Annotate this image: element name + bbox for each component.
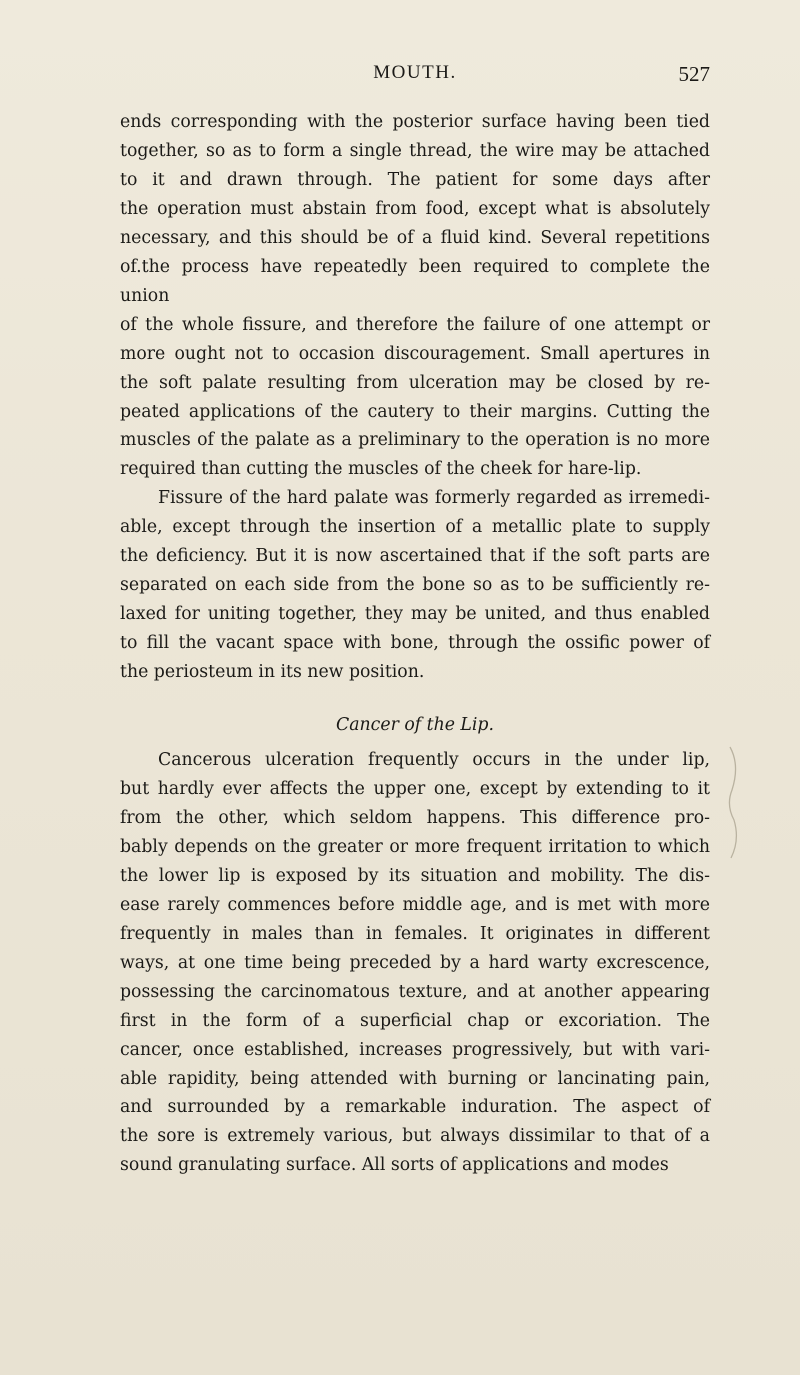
text-line: Cancerous ulceration frequently occurs in the under lip, <box>158 750 710 771</box>
text-line: laxed for uniting together, they may be united, and thus enabled <box>120 604 710 625</box>
body-text <box>120 108 710 1180</box>
text-line: possessing the carcinomatous texture, and at another appearing <box>120 981 710 1002</box>
text-line: able rapidity, being attended with burning or lancinating pain, <box>120 1068 710 1089</box>
text-line: ends corresponding with the posterior surface having been tied <box>120 112 710 132</box>
text-line: peated applications of the cautery to their margins. Cutting the <box>120 401 710 422</box>
text-line: sound granulating surface. All sorts of applications and modes <box>120 1155 669 1176</box>
paragraph-hard-palate <box>120 484 710 687</box>
text-line: Fissure of the hard palate was formerly regarded as irremedi- <box>158 488 710 509</box>
text-line: to fill the vacant space with bone, through the ossific power of <box>120 633 710 654</box>
text-line: muscles of the palate as a preliminary to the operation is no more <box>120 430 710 451</box>
margin-bracket-mark <box>728 745 742 860</box>
section-heading: Cancer of the Lip. <box>336 715 494 736</box>
text-line: able, except through the insertion of a metallic plate to supply <box>120 517 710 538</box>
page-number: 527 <box>678 62 710 86</box>
text-line: ease rarely commences before middle age, and is met with more <box>120 894 710 915</box>
text-line: required than cutting the muscles of the cheek for hare-lip. <box>120 459 642 480</box>
text-line: of.the process have repeatedly been required to complete the union <box>120 256 710 306</box>
text-line: the periosteum in its new position. <box>120 662 425 683</box>
running-head <box>120 62 710 88</box>
text-line: the lower lip is exposed by its situation and mobility. The dis- <box>120 865 710 886</box>
text-line: but hardly ever affects the upper one, except by extending to it <box>120 778 710 799</box>
running-title: MOUTH. <box>373 62 457 83</box>
text-line: the soft palate resulting from ulceration may be closed by re- <box>120 372 710 393</box>
text-line: bably depends on the greater or more frequent irritation to which <box>120 836 710 857</box>
text-line: the deficiency. But it is now ascertained that if the soft parts are <box>120 546 710 567</box>
text-line: more ought not to occasion discouragement. Small apertures in <box>120 343 710 364</box>
paragraph-cancer-of-lip <box>120 746 710 1180</box>
text-line: and surrounded by a remarkable induration. The aspect of <box>120 1097 710 1118</box>
text-line: cancer, once established, increases progressively, but with vari- <box>120 1039 710 1060</box>
text-line: first in the form of a superficial chap or excoriation. The <box>120 1010 710 1031</box>
text-line: the sore is extremely various, but always dissimilar to that of a <box>120 1126 710 1147</box>
text-line: ways, at one time being preceded by a hard warty excrescence, <box>120 952 710 973</box>
text-line: from the other, which seldom happens. This difference pro- <box>120 807 710 828</box>
text-line: frequently in males than in females. It originates in different <box>120 923 710 944</box>
text-line: to it and drawn through. The patient for some days after <box>120 169 710 190</box>
paragraph-continued <box>120 108 710 484</box>
text-line: necessary, and this should be of a fluid kind. Several repetitions <box>120 227 710 248</box>
text-line: the operation must abstain from food, except what is absolutely <box>120 198 710 219</box>
text-line: separated on each side from the bone so as to be sufficiently re- <box>120 575 710 596</box>
text-line: of the whole fissure, and therefore the failure of one attempt or <box>120 314 710 335</box>
text-line: together, so as to form a single thread, the wire may be attached <box>120 140 710 161</box>
